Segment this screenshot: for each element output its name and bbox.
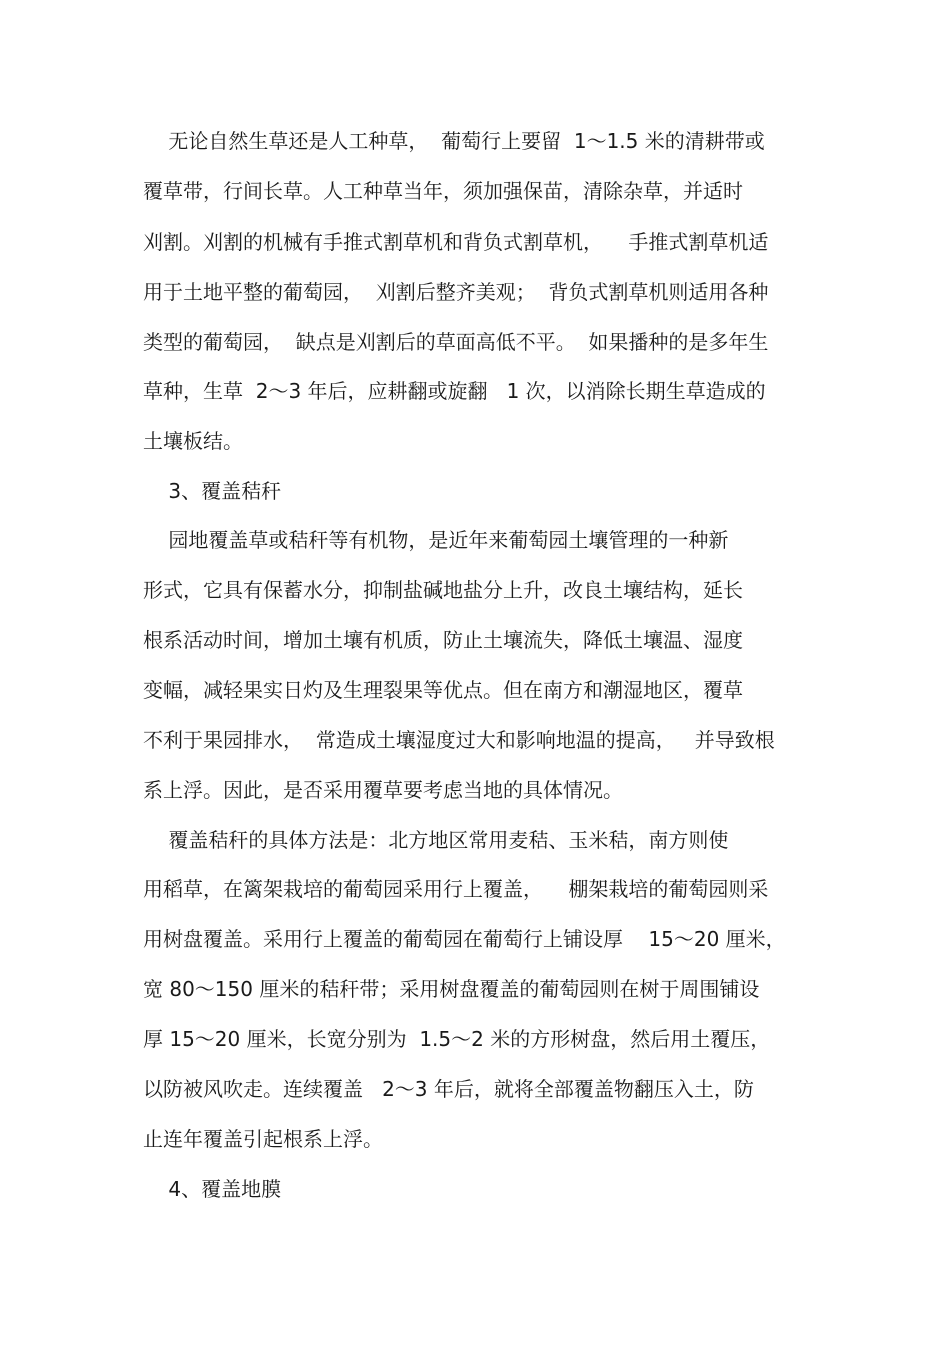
text-line-11: 根系活动时间，增加土壤有机质，防止土壤流失，降低土壤温、湿度 — [143, 628, 743, 652]
text-line-6: 草种，生草 2～3 年后，应耕翻或旋翻 1 次，以消除长期生草造成的 — [143, 379, 766, 403]
text-line-19: 厚 15～20 厘米，长宽分别为 1.5～2 米的方形树盘，然后用土覆压， — [143, 1027, 771, 1051]
text-line-16: 用稻草，在篱架栽培的葡萄园采用行上覆盖， 棚架栽培的葡萄园则采 — [143, 877, 769, 901]
text-line-15: 覆盖秸秆的具体方法是：北方地区常用麦秸、玉米秸，南方则使 — [143, 828, 729, 852]
text-line-2: 覆草带，行间长草。人工种草当年，须加强保苗，清除杂草，并适时 — [143, 179, 743, 203]
text-line-13: 不利于果园排水， 常造成土壤湿度过大和影响地温的提高， 并导致根 — [143, 728, 775, 752]
section-heading-4: 4、覆盖地膜 — [143, 1177, 282, 1201]
text-line-14: 系上浮。因此，是否采用覆草要考虑当地的具体情况。 — [143, 778, 623, 802]
section-heading-3: 3、覆盖秸秆 — [143, 479, 282, 503]
text-line-20: 以防被风吹走。连续覆盖 2～3 年后，就将全部覆盖物翻压入土，防 — [143, 1077, 754, 1101]
text-line-5: 类型的葡萄园， 缺点是刈割后的草面高低不平。 如果播种的是多年生 — [143, 330, 769, 354]
text-line-18: 宽 80～150 厘米的秸秆带；采用树盘覆盖的葡萄园则在树于周围铺设 — [143, 977, 760, 1001]
text-line-3: 刈割。刈割的机械有手推式割草机和背负式割草机， 手推式割草机适 — [143, 230, 769, 254]
text-line-12: 变幅，减轻果实日灼及生理裂果等优点。但在南方和潮湿地区，覆草 — [143, 678, 743, 702]
text-line-1: 无论自然生草还是人工种草， 葡萄行上要留 1～1.5 米的清耕带或 — [143, 129, 765, 153]
text-line-4: 用于土地平整的葡萄园， 刈割后整齐美观； 背负式割草机则适用各种 — [143, 280, 769, 304]
text-line-10: 形式，它具有保蓄水分，抑制盐碱地盐分上升，改良土壤结构，延长 — [143, 578, 743, 602]
text-line-7: 土壤板结。 — [143, 429, 243, 453]
text-line-21: 止连年覆盖引起根系上浮。 — [143, 1127, 383, 1151]
text-line-17: 用树盘覆盖。采用行上覆盖的葡萄园在葡萄行上铺设厚 15～20 厘米， — [143, 927, 786, 951]
text-line-9: 园地覆盖草或秸秆等有机物，是近年来葡萄园土壤管理的一种新 — [143, 528, 729, 552]
